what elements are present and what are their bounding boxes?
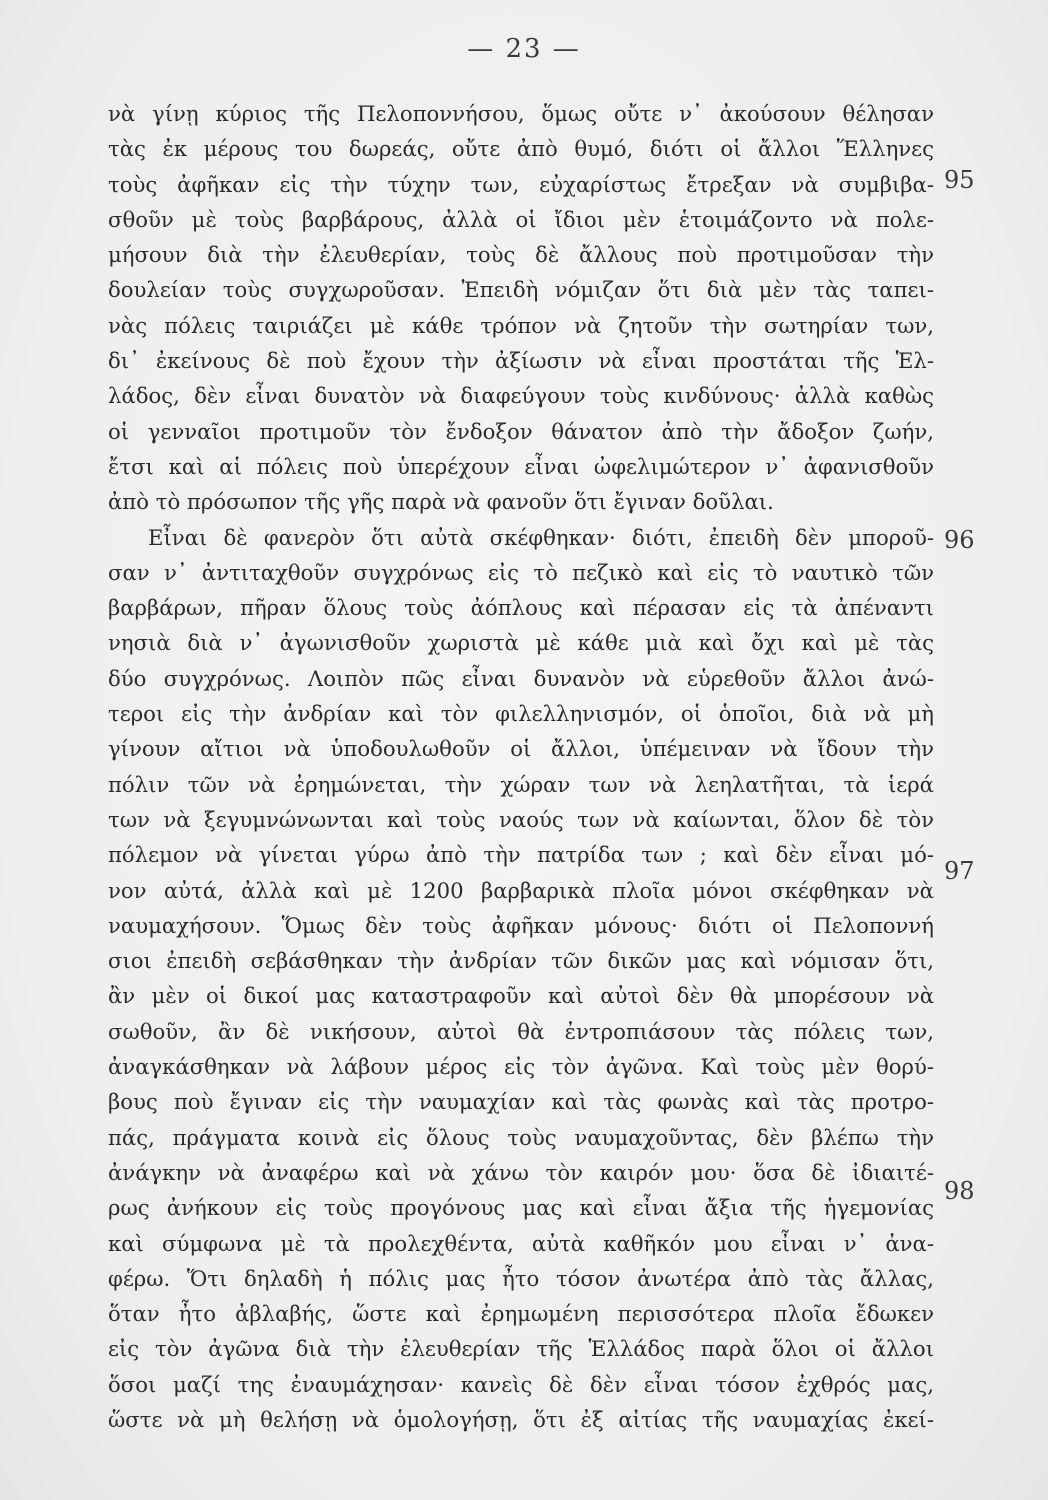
text-line: δύο συγχρόνως. Λοιπὸν πῶς εἶναι δυνανὸν νὰ εὑρεθοῦν ἄλλοι ἀνώ- — [108, 665, 934, 691]
text-line: σωθοῦν, ἂν δὲ νικήσουν, αὐτοὶ θὰ ἐντροπιάσουν τὰς πόλεις των, — [108, 1018, 934, 1044]
text-line: πάς, πράγματα κοινὰ εἰς ὅλους τοὺς ναυμαχοῦντας, δὲν βλέπω τὴν — [108, 1124, 934, 1150]
text-line: ρως ἀνήκουν εἰς τοὺς προγόνους μας καὶ εἶναι ἄξια τῆς ἡγεμονίας — [108, 1195, 934, 1221]
text-line: των νὰ ξεγυμνώνωνται καὶ τοὺς ναούς των νὰ καίωνται, ὅλον δὲ τὸν — [108, 806, 934, 832]
text-line: σιοι ἐπειδὴ σεβάσθηκαν τὴν ἀνδρίαν τῶν δικῶν μας καὶ νόμισαν ὅτι, — [108, 948, 934, 974]
text-line: νον αὐτά, ἀλλὰ καὶ μὲ 1200 βαρβαρικὰ πλοῖα μόνοι σκέφθηκαν νὰ — [108, 877, 934, 903]
text-line: νὰ γίνῃ κύριος τῆς Πελοποννήσου, ὅμως οὔτε ν᾽ ἀκούσουν θέλησαν — [108, 101, 934, 126]
text-line: μήσουν διὰ τὴν ἐλευθερίαν, τοὺς δὲ ἄλλους ποὺ προτιμοῦσαν τὴν — [108, 242, 934, 268]
text-body — [108, 96, 934, 1437]
page-number: — 23 — — [467, 34, 581, 64]
text-line: ἔτσι καὶ αἱ πόλεις ποὺ ὑπερέχουν εἶναι ὠφελιμώτερον ν᾽ ἀφανισθοῦν — [108, 453, 934, 479]
text-line: νησιὰ διὰ ν᾽ ἀγωνισθοῦν χωριστὰ μὲ κάθε μιὰ καὶ ὄχι καὶ μὲ τὰς — [108, 630, 934, 656]
text-line: τὰς ἐκ μέρους του δωρεάς, οὔτε ἀπὸ θυμό, διότι οἱ ἄλλοι Ἕλληνες — [108, 136, 934, 162]
text-line: εἰς τὸν ἀγῶνα διὰ τὴν ἐλευθερίαν τῆς Ἑλλάδος παρὰ ὅλοι οἱ ἄλλοι — [108, 1336, 934, 1362]
margin-section-number: 97 — [944, 857, 975, 885]
text-line: ὅταν ἦτο ἀβλαβής, ὥστε καὶ ἐρημωμένη περισσότερα πλοῖα ἔδωκεν — [108, 1301, 934, 1327]
text-line: λάδος, δὲν εἶναι δυνατὸν νὰ διαφεύγουν τοὺς κινδύνους· ἀλλὰ καθὼς — [108, 383, 934, 409]
paragraph-end-line: ἀπὸ τὸ πρόσωπον τῆς γῆς παρὰ νὰ φανοῦν ὅτι ἔγιναν δοῦλαι. — [108, 489, 774, 515]
text-line: πόλιν τῶν νὰ ἐρημώνεται, τὴν χώραν των νὰ λεηλατῆται, τὰ ἱερά — [108, 771, 934, 797]
text-line: ἀναγκάσθηκαν νὰ λάβουν μέρος εἰς τὸν ἀγῶνα. Καὶ τοὺς μὲν θορύ- — [108, 1054, 934, 1080]
text-line: ὅσοι μαζί της ἐναυμάχησαν· κανεὶς δὲ δὲν εἶναι τόσον ἐχθρός μας, — [108, 1371, 934, 1397]
text-line: γίνουν αἴτιοι νὰ ὑποδουλωθοῦν οἱ ἄλλοι, ὑπέμειναν νὰ ἴδουν τὴν — [108, 736, 934, 762]
text-line: νὰς πόλεις ταιριάζει μὲ κάθε τρόπον νὰ ζητοῦν τὴν σωτηρίαν των, — [108, 312, 934, 338]
paragraph-start-line: Εἶναι δὲ φανερὸν ὅτι αὐτὰ σκέφθηκαν· διότι, ἐπειδὴ δὲν μποροῦ- — [148, 524, 934, 550]
text-line: τεροι εἰς τὴν ἀνδρίαν καὶ τὸν φιλελληνισμόν, οἱ ὁποῖοι, διὰ νὰ μὴ — [108, 701, 934, 727]
text-line: τοὺς ἀφῆκαν εἰς τὴν τύχην των, εὐχαρίστως ἔτρεξαν νὰ συμβιβα- — [108, 171, 934, 197]
text-line: βαρβάρων, πῆραν ὅλους τοὺς ἀόπλους καὶ πέρασαν εἰς τὰ ἀπέναντι — [108, 595, 934, 621]
text-line: ἀνάγκην νὰ ἀναφέρω καὶ νὰ χάνω τὸν καιρόν μου· ὅσα δὲ ἰδιαιτέ- — [108, 1159, 934, 1185]
margin-section-number: 96 — [944, 526, 975, 554]
text-line: καὶ σύμφωνα μὲ τὰ προλεχθέντα, αὐτὰ καθῆκόν μου εἶναι ν᾽ ἀνα- — [108, 1230, 934, 1256]
text-line: σθοῦν μὲ τοὺς βαρβάρους, ἀλλὰ οἱ ἴδιοι μὲν ἑτοιμάζοντο νὰ πολε- — [108, 206, 934, 232]
text-line: βους ποὺ ἔγιναν εἰς τὴν ναυμαχίαν καὶ τὰς φωνὰς καὶ τὰς προτρο- — [108, 1089, 934, 1115]
text-line: δουλείαν τοὺς συγχωροῦσαν. Ἐπειδὴ νόμιζαν ὅτι διὰ μὲν τὰς ταπει- — [108, 277, 934, 303]
text-line: σαν ν᾽ ἀντιταχθοῦν συγχρόνως εἰς τὸ πεζικὸ καὶ εἰς τὸ ναυτικὸ τῶν — [108, 559, 934, 585]
margin-section-number: 95 — [944, 166, 975, 194]
text-line: πόλεμον νὰ γίνεται γύρω ἀπὸ τὴν πατρίδα των ; καὶ δὲν εἶναι μό- — [108, 842, 934, 868]
text-line: ὥστε νὰ μὴ θελήσῃ νὰ ὁμολογήσῃ, ὅτι ἐξ αἰτίας τῆς ναυμαχίας ἐκεί- — [108, 1406, 934, 1432]
text-line: οἱ γενναῖοι προτιμοῦν τὸν ἔνδοξον θάνατον ἀπὸ τὴν ἄδοξον ζωήν, — [108, 418, 934, 444]
margin-section-number: 98 — [944, 1177, 975, 1205]
text-line: ναυμαχήσουν. Ὅμως δὲν τοὺς ἀφῆκαν μόνους· διότι οἱ Πελοποννή — [108, 912, 934, 938]
text-line: φέρω. Ὅτι δηλαδὴ ἡ πόλις μας ἦτο τόσον ἀνωτέρα ἀπὸ τὰς ἄλλας, — [108, 1265, 934, 1291]
text-line: δι᾽ ἐκείνους δὲ ποὺ ἔχουν τὴν ἀξίωσιν νὰ εἶναι προστάται τῆς Ἑλ- — [108, 348, 934, 374]
text-line: ἂν μὲν οἱ δικοί μας καταστραφοῦν καὶ αὐτοὶ δὲν θὰ μπορέσουν νὰ — [108, 983, 934, 1009]
